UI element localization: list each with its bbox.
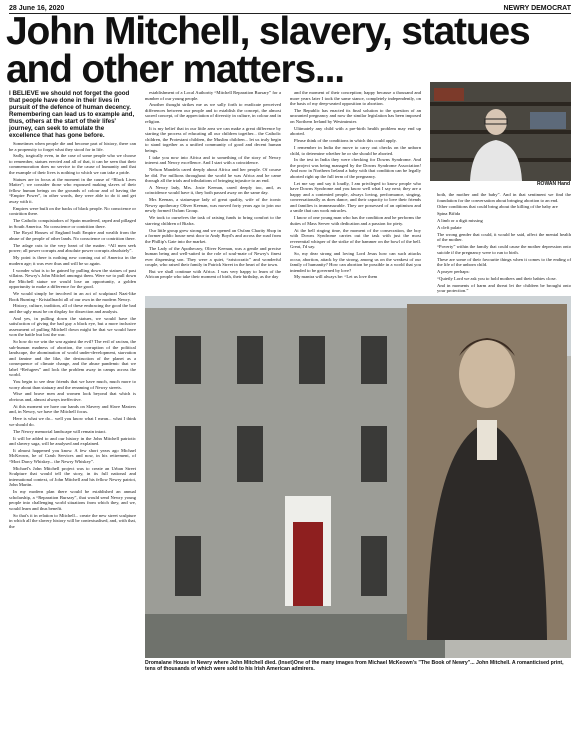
paragraph: The Catholic conquistadors of Spain murdered, raped and pillaged in South America. No conscience or contrition there. — [9, 218, 136, 229]
paragraph: I know of one young man who has the condition and he performs the duties of Mass Server with dedication and a passion for piety. — [290, 215, 421, 226]
paragraph: History, culture, tradition, all of these embracing the good the bad and the ugly must be on display for dissection and analysis. — [9, 303, 136, 314]
paragraph: In my modern plan there would be established an annual scholarship, a “Reparation Bursary”, that would send Newry young people into challenging world situations from which they, and we, would learn and thus benefit. — [9, 489, 136, 511]
paragraph: Statues are in focus at the moment in the cause of “Black Lives Matter”; we consider those who espoused making slaves of their fellow human beings on the grounds of colour and of having the “Empire Power”, in other words, they were able to do it and get away with it. — [9, 176, 136, 204]
paragraph: “Poverty” within the family that could cause the mother depression onto suicide if the pregnancy were to run to birth. — [437, 244, 571, 255]
paragraph: Please think of the conditions in which this could apply. — [294, 138, 397, 144]
books — [530, 112, 566, 129]
paragraph: both, the mother and the baby”. And in that sentiment we find the foundation for the conversation about bringing abortion to an end. — [437, 192, 571, 203]
author-photo — [430, 82, 571, 181]
author-figure — [468, 104, 524, 181]
red-door — [293, 522, 323, 606]
paragraph: So that's it in relation to Mitchell... create the new street sculpture in which all the slavery history will be contextualised, and, with that, the — [9, 512, 136, 529]
page-number-date: 28 June 16, 2020 — [9, 5, 65, 12]
paragraph: In the test in India they were checking for Downs Syndrome. And the project was being managed by the Downs Syndrome Association! And now in Northern Ireland a baby with that condition can be legally aborted right up the full term of the pregnancy. — [290, 157, 421, 179]
headline: John Mitchell, slavery, statues and other matters... — [6, 10, 530, 91]
paragraph: So, my dear strong and loving Lord Jesus how can such attacks occur, abortion, attack by the strong, among us on the weakest of our family of humanity? How can abortion be possible in a world that you intended to be governed by love? — [290, 251, 421, 273]
paragraph: The adage cuts to the very heart of the matter. “All men seek power; all power corrupts and absolute power corrupts absolutely”. — [9, 242, 136, 254]
paragraph: The wrong gender that could, it would be said, affect the mental health of the mother. — [437, 231, 571, 243]
paragraph: Nelson Mandela cared deeply about Africa and her people. Of course he did. For millions throughout the world he was Africa and he came through all the trials and tribulations of bringing injustice to an end. — [145, 167, 281, 184]
books — [434, 88, 464, 101]
paragraph: A cleft palate — [437, 225, 462, 231]
author-photo-caption: ROWAN Hand — [536, 181, 570, 187]
paragraph: establishment of a Local Authority “Mitchell Reparation Bursary” for a number of our young people. — [145, 90, 281, 101]
paragraph: A limb or a digit missing — [437, 218, 483, 224]
paragraph: The Republic has enacted its final solution to the question of an unwanted pregnancy and now the similar legislation has been imposed on Northern Ireland by Westminster. — [290, 107, 421, 124]
paragraph: At this moment we have our hands on Slavery and Slave Masters and, in Newry, we have the Mitchell focus. — [9, 403, 136, 415]
article-column-1 — [9, 90, 136, 652]
paragraph: The Newry memorial landscape will remain intact. — [13, 428, 107, 434]
paragraph: The Royal Houses of England built Empire and wealth from the abuse of the people of other lands. No conscience or contrition there. — [9, 230, 136, 241]
paragraph: A Newry lady, Mrs. Josie Keenan, cared deeply too, and, as coincidence would have it, they both passed away on the same day. — [145, 184, 281, 196]
article-column-4 — [437, 192, 571, 295]
paragraph: Sometimes when people die and become part of history, there can be a propensity to forget what they stood for in life. — [9, 141, 136, 152]
paragraph: It will be added to and our history in the John Mitchell patriotic and slavery saga, will be analysed and explained. — [9, 435, 136, 447]
paragraph: Our little group grew strong and we opened an Oxfam Charity Shop in a former public house next door to Andy Boyd's and across the road from the Phillip's Gate into the market. — [145, 227, 281, 244]
paragraph: At the bell ringing time, the moment of the consecration, the boy with Downs Syndrome carries out the task with just the most reverential whisper of the strike of the hammer on the bowl of the bell. Great, I'd say. — [290, 227, 421, 250]
paragraph: I wonder what is to be gained by pulling down the statues of past villains. Newry's John Mitchel amongst them. Were we to pull down the Mitchell statue we would lose an opportunity, a golden opportunity to make a difference for the good. — [9, 267, 136, 290]
paragraph: Here is what we do... well you know what I mean... what I think we should do. — [9, 416, 136, 427]
paragraph: Michael's John Mitchell project was to create an Urban Street Sculpture that would tell the story, in its full national and international context, of John Mitchell and his fellow Newry patriot, John Martin. — [9, 465, 136, 488]
main-photo-caption: Dromalane House in Newry where John Mitchell died. (Inset)One of the many images from Michael McKeown's "The Book of Newry"... John Mitchell. A romanticised print, tens of thousands of which were sold to his Irish American admirers. — [145, 660, 564, 673]
article-column-3 — [290, 90, 421, 287]
paragraph: I remember in India the move to carry out checks on the unborn child, to determine whether he or she should be aborted. — [290, 145, 421, 156]
masthead: NEWRY DEMOCRAT — [503, 5, 571, 12]
john-mitchell-portrait-inset — [407, 304, 567, 640]
paragraph: These are some of their favourite things when it comes to the ending of the life of the unborn child. — [437, 256, 571, 268]
paragraph: My mantra will always be: “Let us love them — [294, 274, 378, 280]
paragraph: So how do we win the war against the evil? The evil of racism, the sub-human madness of abortion, the corruption of the political landscape, the abomination of world under-development, starvation and famine and the like, the destruction of the planet as a consequence of climate change, and the abuse pandemic that we label “Refugees” and lock the problem away in camps across the world. — [9, 339, 136, 378]
paragraph: The Lady of the Apothecary, Oliver Keenan, was a gentle and precise human being and well-suited to the role of soul-mate of Newry's finest ever dispensing son. They were a quiet, “aristocratic” and wonderful couple, who raised their family in Patrick Street in the heart of the town. — [145, 245, 281, 268]
paragraph: It is my belief that in our little area we can make a great difference by starting the process of educating all our children together... the Catholic children, the Protestant children, the Muslim children... let us truly begin to stand together as a unified community of good and decent human beings. — [145, 125, 281, 153]
paragraph: And in moments of harm and threat let the children be brought onto your protection.” — [437, 282, 571, 294]
paragraph: I BELIEVE we should not forget the good that people have done in their lives in pursuit of the defence of human decency. Remembering can lead us to example and, thus, others at the start of their lifes' journey, can seek to emulate the excellence that has gone before. — [9, 90, 135, 139]
paragraph: Let me say and say it loudly, I am privileged to know people who have Downs Syndrome and you know well what I say next; they are a happy and a contented people, always loving, performance, singing, conversationally as does dance, and their capacity to love their friends and families is immeasurable. They are possessed of an optimism and a smile that can work miracles. — [290, 180, 421, 214]
house-windows — [145, 296, 445, 658]
paragraph: Sadly, tragically even, in the case of some people who we choose to remember, statues erected and all of that, it can be seen that their commemoration does no service to the cause of humanity and that the example of their lives is nothing to which we can take a pride. — [9, 153, 136, 175]
paragraph: But we shall continue with Africa. I was very happy to learn of the African people who take their moment of birth, their birthday, as the day — [145, 268, 281, 280]
paragraph: It almost happened you know. A few short years ago Michael McKeown, he of Crash Services and now, in his retirement, of “Mort Darcy Whiskey... the Newry Whiskey”. — [9, 447, 136, 464]
paragraph: Wise and brave men and women look beyond that which is obvious and, almost always ineffective. — [9, 391, 136, 402]
paragraph: We would simply be involved in an act of sculptural Nazi-like Book Burning - Kristallnacht all of our own in the modern Newry. — [9, 291, 136, 302]
paragraph: and the moment of their conception; happy because a thousand and more years later I took the same stance, completely independently, on the basis of my deep-seated opposition to abortion. — [290, 90, 421, 106]
paragraph: I take you now into Africa and to something of the story of Newry interest and Newry excellence. And I start with a coincidence. — [145, 154, 281, 166]
paragraph: We took to ourselves the task of raising funds to bring comfort to the starving children of Biafra. — [145, 215, 281, 226]
paragraph: My point is there is nothing new coming out of America in the modern age; it was ever thus and will be so again. — [9, 255, 136, 266]
paragraph: Another thought strikes me as we sally forth to eradicate perceived differences between our people and to establish the concept, the almost sacred concept, of the appreciation of diversity in culture, in colour and in religion. — [145, 102, 281, 124]
paragraph: Other conditions that could bring about the killing of the baby are — [437, 204, 558, 210]
paragraph: A prayer perhaps: — [437, 269, 470, 275]
paragraph: And yes, in pulling down the statues, we would have the satisfaction of giving the bad guy a black eye, but a more inclusive assessment of pulling Mitchell down might be that we would have won the battle but lost the war. — [9, 315, 136, 338]
paragraph: Empires were built on the backs of black people. No conscience or contrition there. — [9, 205, 136, 217]
paragraph: Mrs Keenan, a statuesque lady of great quality, wife of the iconic Newry apothecary Oliver Keenan, was moved forty years ago to join our newly formed Oxfam Group. — [145, 197, 281, 214]
dromalane-house-photo — [145, 296, 571, 658]
paragraph: You begin to see dear friends that we have much, much more to worry about than statuary and the renaming of Newry streets. — [9, 379, 136, 390]
paragraph: Spina Bifida — [437, 211, 461, 217]
paragraph: Ultimately any child with a pre-birth health problem may end up aborted. — [290, 125, 421, 137]
paragraph: “Quietly Lord we ask you to hold mothers and their babies close. — [437, 276, 557, 282]
